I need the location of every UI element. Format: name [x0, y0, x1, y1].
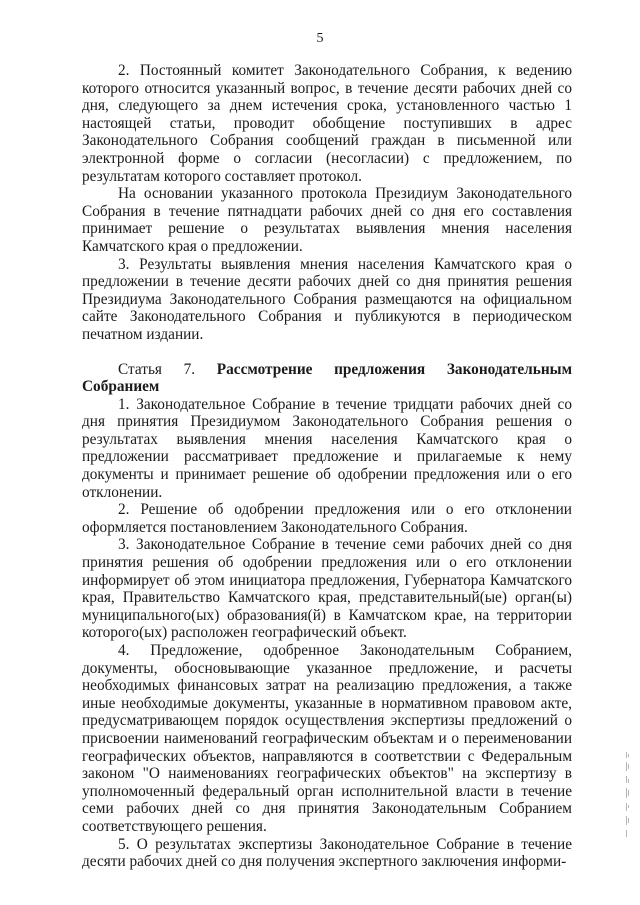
margin-stamp-mark [626, 750, 636, 840]
paragraph: 3. Законодательное Собрание в течение семи рабочих дней со дня принятия решения об одобрении предложения или о его отклонении информирует об этом инициатора предложения, Губернатора Камчатского края, Правительство Камчатского края, представительный(ые) орган(ы) муниципального(ых) образования(й) в Камчатском крае, на территории которого(ых) расположен географический объект. [82, 536, 572, 642]
paragraph: 5. О результатах экспертизы Законодательное Собрание в течение десяти рабочих дней со дня получения экспертного заключения информи- [82, 835, 572, 871]
article-title: Рассмотрение предложения Законодательным Собранием [82, 360, 572, 396]
paragraph: 4. Предложение, одобренное Законодательным Собранием, документы, обосновывающие указанное предложение, и расчеты необходимых финансовых затрат на реализацию предложения, а также иные необходимые документы, указанные в нормативном правовом акте, предусматривающем порядок осуществления экспертизы предложений о присвоении наименований географическим объектам и о переименовании географических объектов, направляются в соответствии с Федеральным законом "О наименованиях географических объектов" на экспертизу в уполномоченный федеральный орган исполнительной власти в течение семи рабочих дней со дня принятия Законодательным Собранием соответствующего решения. [82, 642, 572, 835]
paragraph: На основании указанного протокола Президиум Законодательного Собрания в течение пятнадцати рабочих дней со дня его составления принимает решение о результатах выявления мнения населения Камчатского края о предложении. [82, 185, 572, 255]
article-prefix: Статья 7. [118, 360, 196, 378]
page-number: 5 [316, 31, 324, 46]
paragraph: 1. Законодательное Собрание в течение тридцати рабочих дней со дня принятия Президиумом Законодательного Собрания решения о результатах выявления мнения населения Камчатского края о предложении рассматривает предложение и прилагаемые к нему документы и принимает решение об одобрении предложения или о его отклонении. [82, 395, 572, 501]
margin-stamp-graphic [626, 750, 633, 840]
paragraph: 3. Результаты выявления мнения населения Камчатского края о предложении в течение десяти рабочих дней со дня принятия решения Президиума Законодательного Собрания размещаются на официальном сайте Законодательного Собрания и публикуются в периодическом печатном издании. [82, 255, 572, 343]
article-heading [82, 361, 572, 396]
document-body [82, 62, 572, 871]
paragraph: 2. Решение об одобрении предложения или о его отклонении оформляется постановлением Законодательного Собрания. [82, 501, 572, 536]
paragraph: 2. Постоянный комитет Законодательного Собрания, к ведению которого относится указанный вопрос, в течение десяти рабочих дней со дня, следующего за днем истечения срока, установленного частью 1 настоящей статьи, проводит обобщение поступивших в адрес Законодательного Собрания сообщений граждан в письменной или электронной форме о согласии (несогласии) с предложением, по результатам которого составляет протокол. [82, 62, 572, 185]
